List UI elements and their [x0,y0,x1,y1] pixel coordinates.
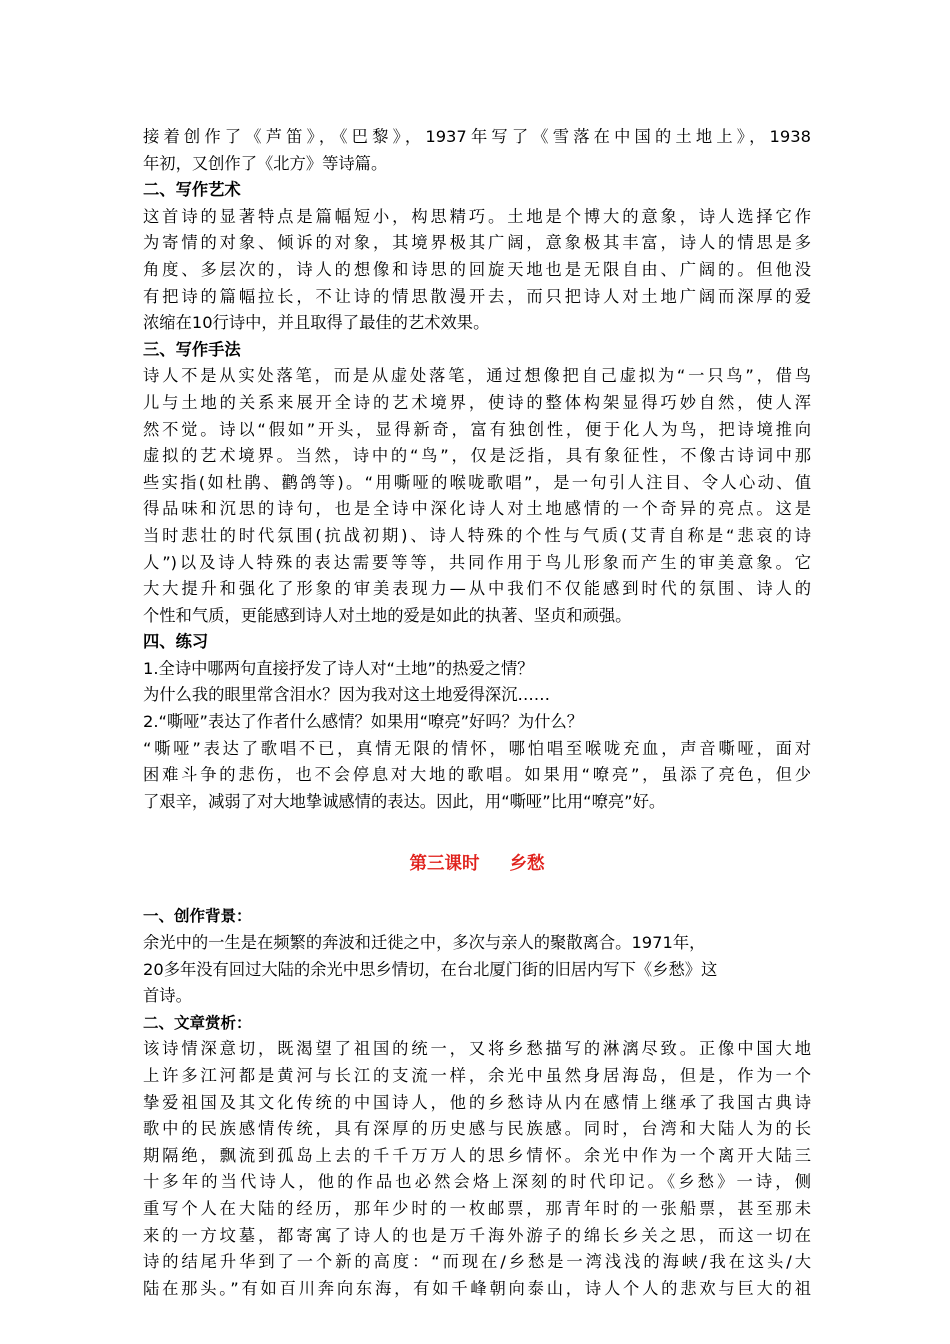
section-heading-writing-art: 二、写作艺术 [143,180,241,200]
exercise-answer: 困难斗争的悲伤，也不会停息对大地的歌唱。如果用“嘹亮”，虽添了亮色，但少 [143,765,811,785]
paragraph-line: 浓缩在10行诗中，并且取得了最佳的艺术效果。 [143,313,490,333]
paragraph-line: 角度、多层次的，诗人的想像和诗思的回旋天地也是无限自由、广阔的。但他没 [143,259,811,279]
section-heading-writing-method: 三、写作手法 [143,339,241,359]
paragraph-line: 得品味和沉思的诗句，也是全诗中深化诗人对土地感情的一个奇异的亮点。这是 [143,499,811,519]
exercise-question: 1.全诗中哪两句直接抒发了诗人对“土地”的热爱之情？ [143,658,534,678]
paragraph-line: 重写个人在大陆的经历，那年少时的一枚邮票，那青年时的一张船票，甚至那未 [143,1198,811,1218]
paragraph-line: 期隔绝，飘流到孤岛上去的千千万万人的思乡情怀。余光中作为一个离开大陆三 [143,1145,811,1165]
exercise-answer: 了艰辛，减弱了对大地挚诚感情的表达。因此，用“嘶哑”比用“嘹亮”好。 [143,791,666,811]
paragraph-line: 年初，又创作了《北方》等诗篇。 [143,153,388,173]
exercise-answer: “嘶哑”表达了歌唱不已，真情无限的情怀，哪怕唱至喉咙充血，声音嘶哑，面对 [143,738,811,758]
paragraph-line: 陆在那头。”有如百川奔向东海，有如千峰朝向泰山，诗人个人的悲欢与巨大的祖 [143,1278,811,1298]
document-page [143,124,811,1302]
paragraph-line: 这首诗的显著特点是篇幅短小，构思精巧。土地是个博大的意象，诗人选择它作 [143,206,811,226]
paragraph-line: 20多年没有回过大陆的余光中思乡情切，在台北厦门街的旧居内写下《乡愁》这 [143,959,718,979]
lesson-title-number: 第三课时 [409,854,480,875]
paragraph-line: 当时悲壮的时代氛围(抗战初期)、诗人特殊的个性与气质(艾青自称是“悲哀的诗 [143,525,811,545]
paragraph-line: 歌中的民族感情传统，具有深厚的历史感与民族感。同时，台湾和大陆人为的长 [143,1119,811,1139]
paragraph-line: 首诗。 [143,986,192,1006]
paragraph-line: 然不觉。诗以“假如”开头，显得新奇，富有独创性，便于化人为鸟，把诗境推向 [143,419,811,439]
section-heading-background: 一、创作背景： [143,907,252,926]
paragraph-line: 上许多江河都是黄河与长江的支流一样，余光中虽然身居海岛，但是，作为一个 [143,1066,811,1085]
paragraph-line: 大大提升和强化了形象的审美表现力—从中我们不仅能感到时代的氛围、诗人的 [143,579,811,599]
paragraph-line: 余光中的一生是在频繁的奔波和迁徙之中，多次与亲人的聚散离合。1971年， [143,933,706,953]
paragraph-line: 人”)以及诗人特殊的表达需要等等，共同作用于鸟儿形象而产生的审美意象。它 [143,552,811,572]
paragraph-line: 个性和气质，更能感到诗人对土地的爱是如此的执著、坚贞和顽强。 [143,605,632,625]
paragraph-line: 来的一方坟墓，都寄寓了诗人的也是万千海外游子的绵长乡关之思，而这一切在 [143,1225,811,1245]
paragraph-line: 挚爱祖国及其文化传统的中国诗人，他的乡愁诗从内在感情上继承了我国古典诗 [143,1092,811,1112]
paragraph-line: 些实指(如杜鹃、鹳鸽等)。“用嘶哑的喉咙歌唱”，是一句引人注目、令人心动、值 [143,472,811,492]
paragraph-line: 接着创作了《芦笛》，《巴黎》，1937年写了《雪落在中国的土地上》，1938 [143,127,811,146]
lesson-title-name: 乡愁 [509,854,545,875]
paragraph-line: 诗人不是从实处落笔，而是从虚处落笔，通过想像把自己虚拟为“一只鸟”，借鸟 [143,366,811,386]
section-heading-exercise: 四、练习 [143,632,209,652]
paragraph-line: 有把诗的篇幅拉长，不让诗的情思散漫开去，而只把诗人对土地广阔而深厚的爱 [143,286,811,306]
paragraph-line: 十多年的当代诗人，他的作品也必然会烙上深刻的时代印记。《乡愁》一诗，侧 [143,1172,811,1192]
paragraph-line: 该诗情深意切，既渴望了祖国的统一，又将乡愁描写的淋漓尽致。正像中国大地 [143,1039,811,1059]
paragraph-line: 虚拟的艺术境界。当然，诗中的“鸟”，仅是泛指，具有象征性，不像古诗词中那 [143,446,811,466]
lesson-title [143,851,811,877]
paragraph-line: 为寄情的对象、倾诉的对象，其境界极其广阔，意象极其丰富，诗人的情思是多 [143,233,811,253]
exercise-question: 2.“嘶哑”表达了作者什么感情？如果用“嘹亮”好吗？为什么？ [143,712,584,732]
section-heading-analysis: 二、文章赏析： [143,1013,252,1032]
exercise-answer: 为什么我的眼里常含泪水？因为我对这土地爱得深沉…… [143,685,551,705]
paragraph-line: 诗的结尾升华到了一个新的高度：“而现在/乡愁是一湾浅浅的海峡/我在这头/大 [143,1252,811,1272]
paragraph-line: 儿与土地的关系来展开全诗的艺术境界，使诗的整体构架显得巧妙自然，使人浑 [143,392,811,412]
